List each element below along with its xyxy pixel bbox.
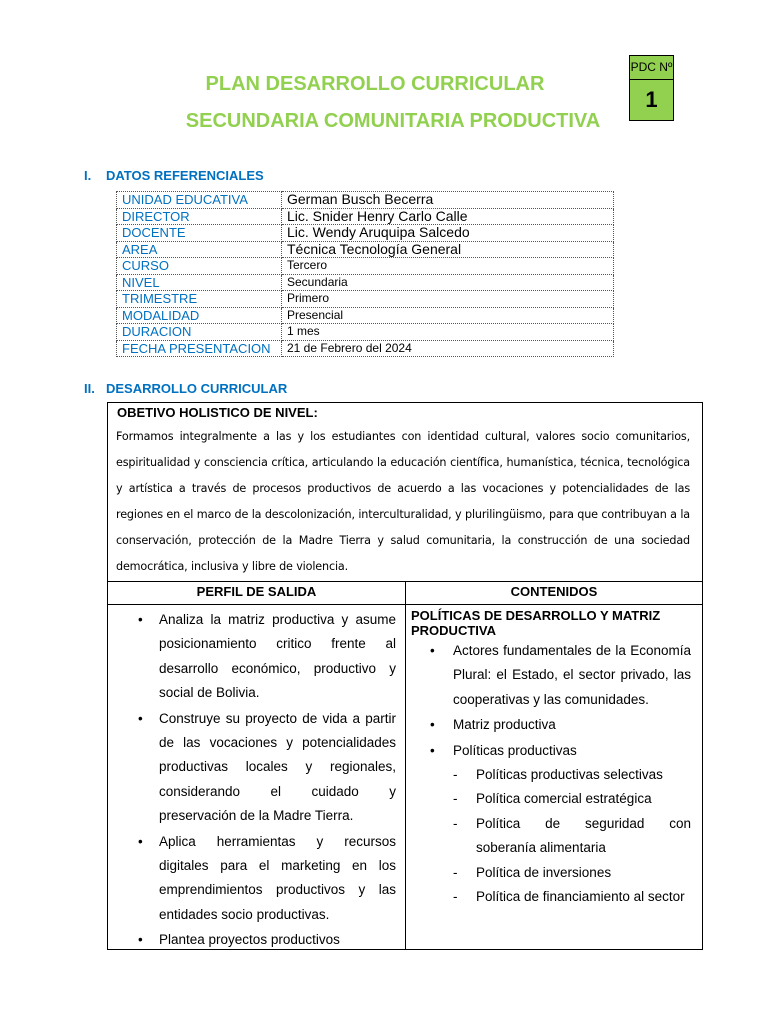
row-key: DOCENTE [117, 225, 282, 242]
section-number: I. [84, 168, 92, 183]
section-title: DESARROLLO CURRICULAR [106, 381, 288, 396]
table-row [117, 340, 614, 357]
row-value: Secundaria [282, 274, 614, 291]
dash-icon: - [453, 815, 458, 831]
contenidos-heading: POLÍTICAS DE DESARROLLO Y MATRIZ PRODUCTIVA [411, 608, 661, 638]
row-value: Lic. Snider Henry Carlo Calle [282, 208, 614, 225]
sub-list-item [406, 861, 702, 885]
row-value: 21 de Febrero del 2024 [282, 340, 614, 357]
bullet-icon: • [138, 932, 143, 948]
table-row [117, 324, 614, 341]
dash-icon: - [453, 889, 458, 905]
list-item [406, 639, 702, 712]
row-value: 1 mes [282, 324, 614, 341]
sub-list-item [406, 787, 702, 811]
perfil-list [108, 608, 404, 954]
bullet-icon: • [138, 833, 143, 849]
bullet-icon: • [138, 612, 143, 627]
list-item-text: Matriz productiva [453, 717, 556, 733]
list-item [406, 739, 702, 763]
table-row [117, 291, 614, 308]
contenidos-list [406, 608, 702, 909]
table-row [117, 241, 614, 258]
row-key: TRIMESTRE [117, 291, 282, 308]
table-row [117, 192, 614, 209]
row-value: Tercero [282, 258, 614, 275]
table-row [117, 225, 614, 242]
list-item [108, 830, 404, 928]
sub-list-item-text: Política de financiamiento al sector [476, 889, 685, 905]
list-item-text: Plantea proyectos productivos [159, 932, 340, 948]
row-key: CURSO [117, 258, 282, 275]
section-heading-desarrollo [84, 381, 287, 396]
row-key: DIRECTOR [117, 208, 282, 225]
column-header-contenidos: CONTENIDOS [510, 584, 598, 599]
document-title: PLAN DESARROLLO CURRICULAR [205, 73, 545, 95]
sub-list-item [406, 885, 702, 909]
dash-icon: - [453, 864, 458, 880]
sub-list-item-text: Políticas productivas selectivas [476, 767, 663, 783]
sub-list-item [406, 812, 702, 861]
list-item [108, 928, 404, 952]
bullet-icon: • [430, 742, 435, 758]
row-value: Técnica Tecnología General [282, 241, 614, 258]
row-key: NIVEL [117, 274, 282, 291]
pdc-number-box [629, 55, 674, 121]
list-item [108, 707, 404, 829]
table-row [117, 307, 614, 324]
list-item [406, 713, 702, 737]
list-item-text: Actores fundamentales de la Economía Plural: el Estado, el sector privado, las cooperativas y las comunidades. [453, 643, 691, 707]
table-row [117, 208, 614, 225]
table-row [117, 258, 614, 275]
list-item [108, 608, 404, 706]
row-value: German Busch Becerra [282, 192, 614, 209]
row-key: DURACION [117, 324, 282, 341]
list-item-text: Políticas productivas [453, 742, 577, 758]
column-header-perfil: PERFIL DE SALIDA [196, 584, 317, 599]
dash-icon: - [453, 791, 458, 807]
section-number: II. [84, 381, 95, 396]
row-key: FECHA PRESENTACION [117, 340, 282, 357]
bullet-icon: • [430, 717, 435, 733]
sub-list-item-text: Política comercial estratégica [476, 791, 652, 807]
row-value: Presencial [282, 307, 614, 324]
section-title: DATOS REFERENCIALES [106, 168, 264, 183]
curriculum-table [107, 402, 703, 950]
row-value: Primero [282, 291, 614, 308]
list-item-text: Construye su proyecto de vida a partir de las vocaciones y potencialidades productivas locales y regionales, considerando el cuidado y preservación de la Madre Tierra. [159, 710, 396, 824]
row-key: MODALIDAD [117, 307, 282, 324]
list-item-text: Aplica herramientas y recursos digitales para el marketing en los emprendimientos productivos y las entidades socio productivas. [159, 833, 396, 922]
table-row [117, 274, 614, 291]
section-heading-datos [84, 168, 264, 183]
bullet-icon: • [138, 710, 143, 726]
reference-data-table [116, 191, 614, 357]
row-value: Lic. Wendy Aruquipa Salcedo [282, 225, 614, 242]
objective-text: Formamos integralmente a las y los estudiantes con identidad cultural, valores socio comunitarios, espiritualidad y consciencia crítica, articulando la educación científica, humanística, técnica, tecnológica y artística a través de procesos productivos de acuerdo a las vocaciones y potencialidades de las regiones en el marco de la descolonización, interculturalidad, y plurilingüismo, para que contribuyan a la conservación, protección de la Madre Tierra y salud comunitaria, la construcción de una sociedad democrática, inclusiva y libre de violencia. [116, 430, 690, 573]
bullet-icon: • [430, 643, 435, 658]
sub-list-item-text: Política de inversiones [476, 864, 612, 880]
row-key: UNIDAD EDUCATIVA [117, 192, 282, 209]
pdc-label: PDC Nº [630, 56, 673, 80]
objective-title: OBETIVO HOLISTICO DE NIVEL: [117, 405, 318, 420]
sub-list-item [406, 763, 702, 787]
row-key: AREA [117, 241, 282, 258]
document-subtitle: SECUNDARIA COMUNITARIA PRODUCTIVA [185, 110, 601, 132]
dash-icon: - [453, 767, 458, 783]
pdc-number: 1 [645, 87, 658, 112]
sub-list-item-text: Política de seguridad con soberanía alimentaria [476, 815, 691, 856]
list-item-text: Analiza la matriz productiva y asume posicionamiento critico frente al desarrollo económico, productivo y social de Bolivia. [159, 612, 396, 701]
